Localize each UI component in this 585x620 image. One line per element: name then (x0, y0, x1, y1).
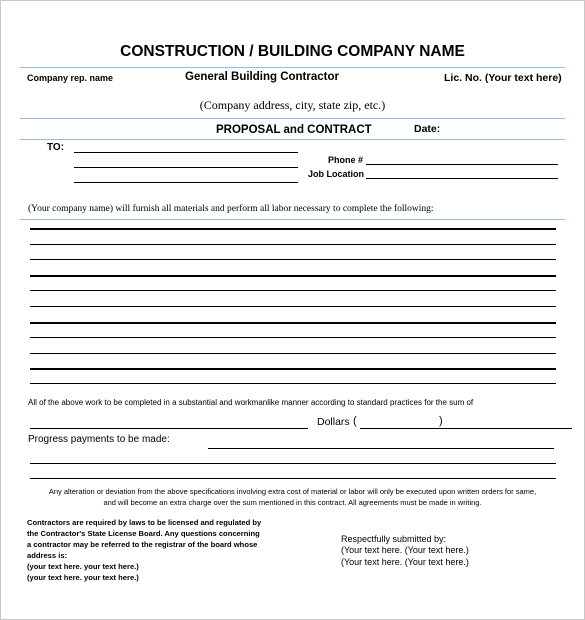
work-line[interactable] (30, 275, 556, 277)
document-title: PROPOSAL and CONTRACT (216, 124, 372, 136)
phone-line[interactable] (366, 164, 558, 165)
submitter-line-2: (Your text here. (Your text here.) (341, 557, 469, 567)
work-line[interactable] (30, 306, 556, 307)
work-line[interactable] (30, 322, 556, 324)
title-rule (20, 139, 565, 140)
to-line-2[interactable] (74, 167, 298, 168)
to-line-1[interactable] (74, 152, 298, 153)
work-line[interactable] (30, 259, 556, 260)
sum-words-line[interactable] (30, 428, 308, 429)
license-notice-line: a contractor may be referred to the registrar of the board whose (27, 540, 258, 549)
close-paren: ) (439, 415, 443, 427)
work-line[interactable] (30, 353, 556, 354)
license-notice-line: address is: (27, 551, 68, 560)
dollars-label: Dollars (317, 416, 350, 428)
progress-line-2[interactable] (30, 463, 556, 464)
open-paren: ( (353, 415, 357, 427)
work-line[interactable] (30, 368, 556, 370)
to-label: TO: (47, 142, 65, 153)
work-intro: (Your company name) will furnish all materials and perform all labor necessary to complete the following: (28, 204, 434, 214)
work-line[interactable] (30, 383, 556, 384)
work-line[interactable] (30, 244, 556, 245)
work-line[interactable] (30, 228, 556, 230)
to-line-3[interactable] (74, 182, 298, 183)
progress-line-1[interactable] (208, 448, 554, 449)
license-notice-line: the Contractor's State License Board. Any questions concerning (27, 529, 260, 538)
board-address-line: (your text here. your text here.) (27, 573, 139, 582)
alteration-clause-line-1: Any alteration or deviation from the above specifications involving extra cost of material or labor will only be executed upon written orders for same, (48, 487, 537, 496)
work-line[interactable] (30, 337, 556, 338)
company-name-title: CONSTRUCTION / BUILDING COMPANY NAME (120, 43, 465, 60)
above-work-statement: All of the above work to be completed in a substantial and workmanlike manner according to standard practices for the sum of (28, 398, 474, 407)
progress-payments-label: Progress payments to be made: (28, 434, 170, 445)
board-address-line: (your text here. your text here.) (27, 562, 139, 571)
intro-rule (20, 219, 565, 220)
submitter-line-1: (Your text here. (Your text here.) (341, 545, 469, 555)
contractor-type: General Building Contractor (185, 71, 339, 83)
work-line[interactable] (30, 290, 556, 291)
date-label: Date: (414, 123, 441, 135)
license-number: Lic. No. (Your text here) (444, 72, 562, 84)
address-rule (20, 118, 565, 119)
job-location-label: Job Location (308, 169, 364, 179)
progress-line-3[interactable] (30, 478, 556, 479)
company-rep-label: Company rep. name (27, 73, 114, 83)
alteration-clause-line-2: and will become an extra charge over the sum mentioned in this contract. All agreements must be made in writing. (103, 498, 482, 507)
license-notice-line: Contractors are required by laws to be licensed and regulated by (27, 518, 262, 527)
sum-amount-line[interactable] (360, 428, 572, 429)
header-rule (20, 67, 565, 68)
respectfully-submitted-label: Respectfully submitted by: (341, 534, 447, 544)
phone-label: Phone # (328, 155, 364, 165)
company-address: (Company address, city, state zip, etc.) (199, 98, 386, 112)
job-location-line[interactable] (366, 178, 558, 179)
